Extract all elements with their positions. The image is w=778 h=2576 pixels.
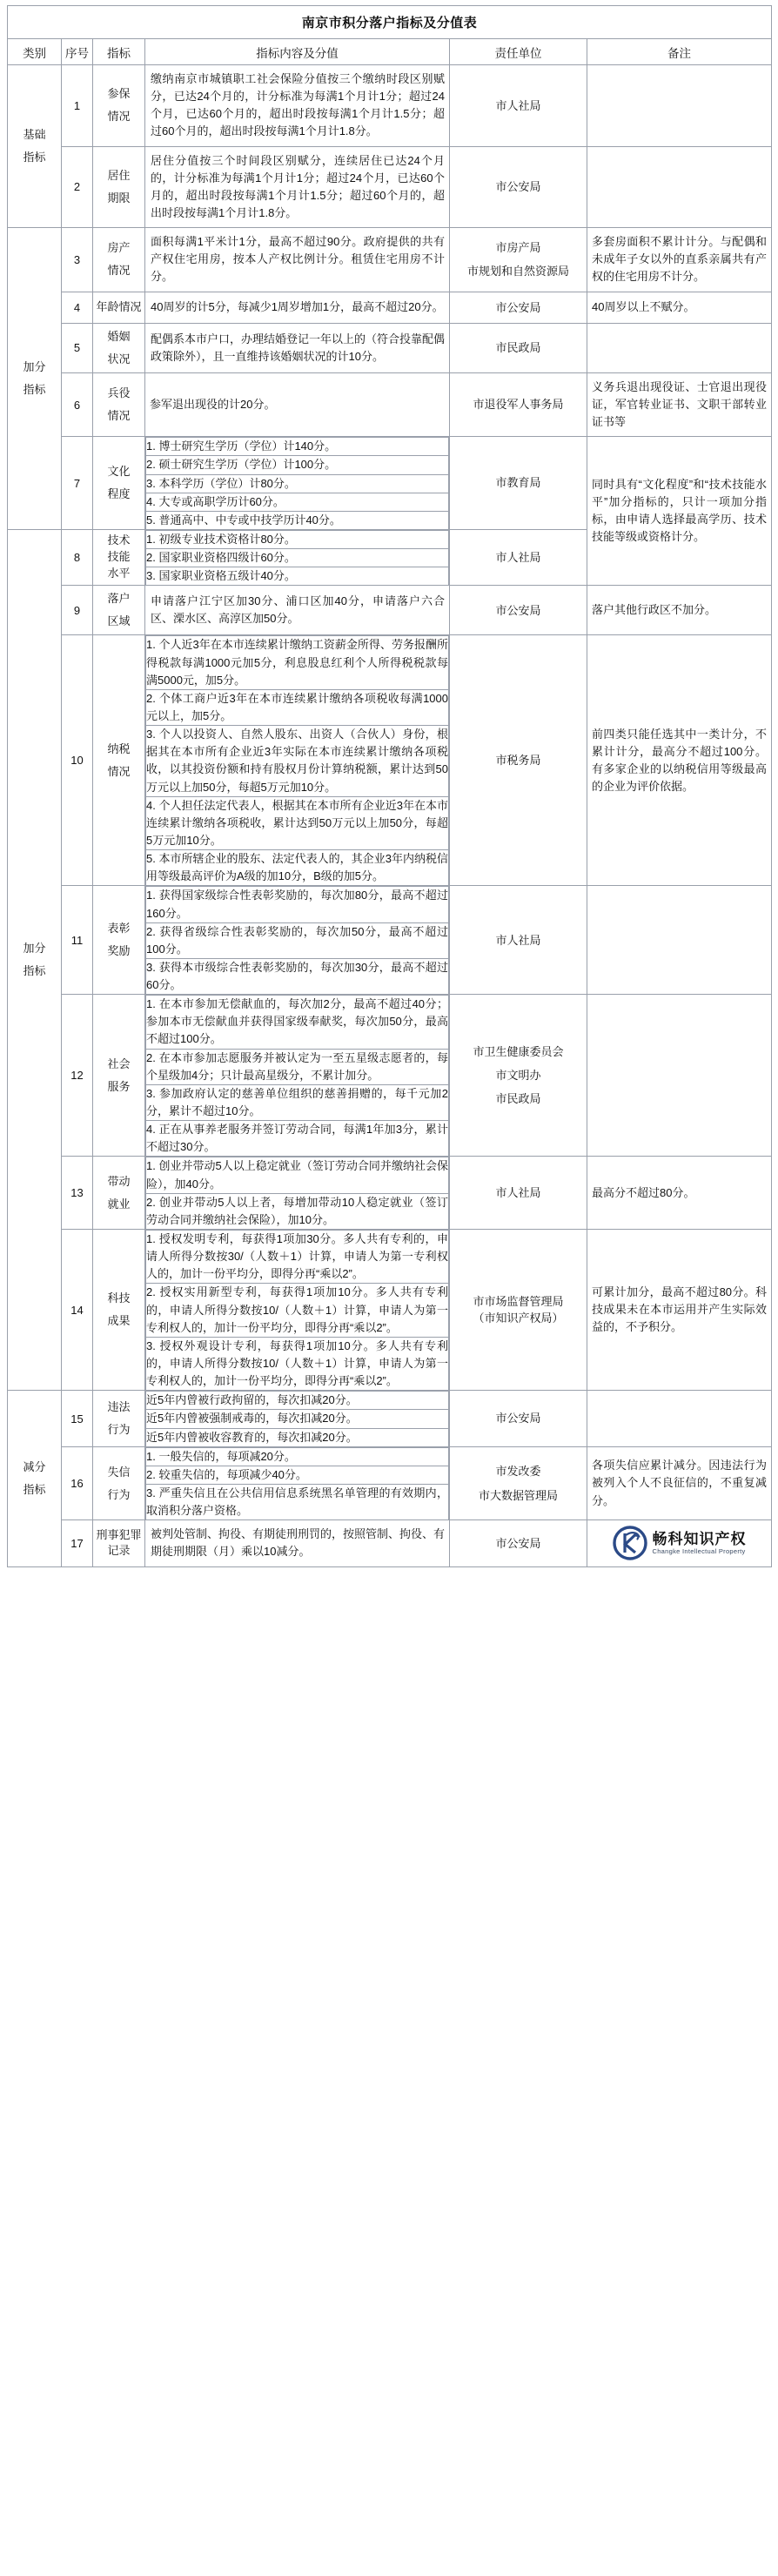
sub-item: 5. 本市所辖企业的股东、法定代表人的，其企业3年内纳税信用等级最高评价为A级的加10分，B级的加5分。 <box>146 850 449 886</box>
row-note <box>587 1391 772 1446</box>
row-org: 市人社局 <box>450 65 587 147</box>
row-org: 市发改委 市大数据管理局 <box>450 1446 587 1520</box>
sub-item: 1. 博士研究生学历（学位）计140分。 <box>146 438 449 456</box>
row-indicator: 失信 行为 <box>93 1446 145 1520</box>
col-header-indicator: 指标 <box>93 39 145 65</box>
table-row <box>8 228 772 292</box>
sub-item: 3. 获得本市级综合性表彰奖励的，每次加30分，最高不超过60分。 <box>146 958 449 994</box>
row-no: 8 <box>62 529 93 585</box>
sub-item: 2. 较重失信的，每项减少40分。 <box>146 1466 449 1484</box>
row-indicator: 文化 程度 <box>93 437 145 530</box>
col-header-no: 序号 <box>62 39 93 65</box>
table-row <box>8 1391 772 1446</box>
row-indicator: 落户 区域 <box>93 586 145 635</box>
row-org: 市房产局 市规划和自然资源局 <box>450 228 587 292</box>
row-content: 面积每满1平米计1分，最高不超过90分。政府提供的共有产权住宅用房，按本人产权比例计分。租赁住宅用房不计分。 <box>145 228 450 292</box>
sub-item-list <box>145 1391 449 1446</box>
table-row <box>8 1157 772 1230</box>
logo-name-cn: 畅科知识产权 <box>652 1530 747 1547</box>
row-no: 1 <box>62 65 93 147</box>
category-label-line1: 减分 <box>23 1459 46 1473</box>
sub-item-list <box>145 1230 449 1390</box>
sub-item: 4. 正在从事养老服务并签订劳动合同，每满1年加3分，累计不超过30分。 <box>146 1121 449 1157</box>
row-org: 市公安局 <box>450 146 587 228</box>
row-indicator: 纳税 情况 <box>93 635 145 886</box>
row-indicator: 表彰 奖励 <box>93 886 145 995</box>
sub-item-list <box>145 886 449 994</box>
sub-item: 2. 在本市参加志愿服务并被认定为一至五星级志愿者的，每个星级加4分；只计最高星级分，不累计加分。 <box>146 1049 449 1084</box>
sub-item: 4. 大专或高职学历计60分。 <box>146 493 449 511</box>
sub-item: 3. 本科学历（学位）计80分。 <box>146 474 449 493</box>
row-indicator: 居住 期限 <box>93 146 145 228</box>
category-bonus-b <box>8 529 62 1390</box>
sub-item: 4. 个人担任法定代表人，根据其在本市所有企业近3年在本市连续累计缴纳各项税收，累计达到50万元以上加50分，每超5万元加10分。 <box>146 796 449 849</box>
sub-item: 3. 个人以投资人、自然人股东、出资人（合伙人）身份，根据其在本市所有企业近3年实际在本市连续累计缴纳各项税收，以其投资份额和持有股权月份计算纳税额，累计达到50万元以上加50分，每超5万元加10分。 <box>146 726 449 797</box>
row-note: 同时具有“文化程度”和“技术技能水平”加分指标的，只计一项加分指标，由申请人选择最高学历、技术技能等级或资格计分。 <box>587 437 772 586</box>
table-row <box>8 1230 772 1391</box>
row-no: 2 <box>62 146 93 228</box>
row-note <box>587 995 772 1157</box>
col-header-content: 指标内容及分值 <box>145 39 450 65</box>
row-no: 5 <box>62 323 93 372</box>
sub-item: 2. 获得省级综合性表彰奖励的，每次加50分，最高不超过100分。 <box>146 922 449 958</box>
row-indicator: 带动 就业 <box>93 1157 145 1230</box>
category-label-line1: 加分 <box>23 360 46 374</box>
row-org: 市公安局 <box>450 292 587 323</box>
sub-item: 1. 授权发明专利，每获得1项加30分。多人共有专利的，申请人所得分数按30/（人数＋1）计算，申请人为第一专利权人的，加计一份平均分，即得分再“乘以2”。 <box>146 1231 449 1284</box>
row-note: 落户其他行政区不加分。 <box>587 586 772 635</box>
row-no: 9 <box>62 586 93 635</box>
sub-item-list <box>145 437 449 529</box>
row-indicator: 房产 情况 <box>93 228 145 292</box>
row-note: 各项失信应累计减分。因违法行为被列入个人不良征信的，不重复减分。 <box>587 1446 772 1520</box>
sub-item-list <box>145 1447 449 1520</box>
row-org: 市税务局 <box>450 635 587 886</box>
logo-name-en: Changke Intellectual Property <box>652 1547 746 1556</box>
row-content: 居住分值按三个时间段区别赋分，连续居住已达24个月的，计分标准为每满1个月计1分；超过24个月，已达60个月的，超出时段按每满1个月计1.5分；超过60个月的，超出时段按每满1个月计1.8分。 <box>145 146 450 228</box>
row-org: 市公安局 <box>450 1520 587 1566</box>
sub-item: 近5年内曾被收容教育的，每次扣减20分。 <box>146 1428 449 1446</box>
row-org: 市公安局 <box>450 1391 587 1446</box>
row-content <box>145 1230 450 1391</box>
row-note <box>587 323 772 372</box>
score-table <box>7 5 772 1567</box>
row-note <box>587 65 772 147</box>
sub-item: 2. 授权实用新型专利，每获得1项加10分。多人共有专利的，申请人所得分数按10/（人数＋1）计算，申请人为第一专利权人的，加计一份平均分，即得分再“乘以2”。 <box>146 1284 449 1337</box>
category-label-line1: 加分 <box>23 942 46 956</box>
sub-item-list <box>145 530 449 585</box>
row-content <box>145 1157 450 1230</box>
row-content <box>145 886 450 995</box>
row-content <box>145 1446 450 1520</box>
table-row <box>8 1520 772 1566</box>
row-no: 3 <box>62 228 93 292</box>
category-label-line2: 指标 <box>23 964 46 978</box>
table-row <box>8 437 772 530</box>
sub-item: 2. 个体工商户近3年在本市连续累计缴纳各项税收每满1000元以上，加5分。 <box>146 689 449 725</box>
row-no: 17 <box>62 1520 93 1566</box>
row-org: 市人社局 <box>450 1157 587 1230</box>
row-note: 最高分不超过80分。 <box>587 1157 772 1230</box>
logo-text <box>653 1532 747 1556</box>
col-header-org: 责任单位 <box>450 39 587 65</box>
row-content <box>145 437 450 530</box>
category-deduction <box>8 1391 62 1566</box>
table-row <box>8 635 772 886</box>
row-org: 市人社局 <box>450 529 587 585</box>
row-content <box>145 1391 450 1446</box>
row-indicator: 技术 技能 水平 <box>93 529 145 585</box>
row-content: 参军退出现役的计20分。 <box>145 372 450 436</box>
row-content <box>145 529 450 585</box>
col-header-note: 备注 <box>587 39 772 65</box>
sub-item: 1. 初级专业技术资格计80分。 <box>146 530 449 548</box>
row-indicator: 刑事犯罪 记录 <box>93 1520 145 1566</box>
row-no: 14 <box>62 1230 93 1391</box>
col-header-category: 类别 <box>8 39 62 65</box>
row-note <box>587 146 772 228</box>
sub-item: 2. 创业并带动5人以上者，每增加带动10人稳定就业（签订劳动合同并缴纳社会保险），加10分。 <box>146 1193 449 1229</box>
row-content: 40周岁的计5分，每减少1周岁增加1分，最高不超过20分。 <box>145 292 450 323</box>
sub-item: 3. 参加政府认定的慈善单位组织的慈善捐赠的，每千元加2分，累计不超过10分。 <box>146 1084 449 1120</box>
category-bonus-a <box>8 228 62 530</box>
table-row <box>8 1446 772 1520</box>
row-content: 被判处管制、拘役、有期徒刑刑罚的，按照管制、拘役、有期徒刑期限（月）乘以10减分。 <box>145 1520 450 1566</box>
category-label-line1: 基础 <box>23 128 46 142</box>
sub-item: 5. 普通高中、中专或中技学历计40分。 <box>146 511 449 529</box>
watermark-logo <box>587 1522 771 1564</box>
row-no: 4 <box>62 292 93 323</box>
row-note: 多套房面积不累计计分。与配偶和未成年子女以外的直系亲属共有产权的住宅用房不计分。 <box>587 228 772 292</box>
sub-item: 2. 国家职业资格四级计60分。 <box>146 549 449 567</box>
table-row <box>8 372 772 436</box>
category-label-line2: 指标 <box>23 151 46 164</box>
sub-item: 1. 个人近3年在本市连续累计缴纳工资薪金所得、劳务报酬所得税款每满1000元加5分，利息股息红利个人所得税税款每满5000元，加5分。 <box>146 636 449 689</box>
row-indicator: 科技 成果 <box>93 1230 145 1391</box>
row-org: 市公安局 <box>450 586 587 635</box>
row-content <box>145 995 450 1157</box>
row-no: 7 <box>62 437 93 530</box>
row-content <box>145 635 450 886</box>
table-row <box>8 65 772 147</box>
sub-item: 3. 严重失信且在公共信用信息系统黑名单管理的有效期内，取消积分落户资格。 <box>146 1485 449 1520</box>
row-no: 11 <box>62 886 93 995</box>
sub-item-list <box>145 1157 449 1229</box>
row-indicator: 社会 服务 <box>93 995 145 1157</box>
sub-item: 近5年内曾被行政拘留的，每次扣减20分。 <box>146 1392 449 1410</box>
row-org: 市教育局 <box>450 437 587 530</box>
row-no: 10 <box>62 635 93 886</box>
table-row <box>8 323 772 372</box>
row-note <box>587 1520 772 1566</box>
table-row <box>8 995 772 1157</box>
table-row <box>8 586 772 635</box>
header-row <box>8 39 772 65</box>
sub-item: 1. 获得国家级综合性表彰奖励的，每次加80分，最高不超过160分。 <box>146 887 449 922</box>
table-row <box>8 292 772 323</box>
category-label-line2: 指标 <box>23 1482 46 1496</box>
changke-logo-icon <box>613 1526 647 1560</box>
row-indicator: 违法 行为 <box>93 1391 145 1446</box>
row-no: 6 <box>62 372 93 436</box>
row-content: 配偶系本市户口，办理结婚登记一年以上的（符合投靠配偶政策除外），且一直维持该婚姻状况的计10分。 <box>145 323 450 372</box>
row-org: 市民政局 <box>450 323 587 372</box>
row-org: 市市场监督管理局 （市知识产权局） <box>450 1230 587 1391</box>
sub-item: 2. 硕士研究生学历（学位）计100分。 <box>146 456 449 474</box>
sub-item: 1. 在本市参加无偿献血的，每次加2分，最高不超过40分；参加本市无偿献血并获得国家级奉献奖，每次加50分，最高不超过100分。 <box>146 996 449 1049</box>
sub-item: 1. 创业并带动5人以上稳定就业（签订劳动合同并缴纳社会保险），加40分。 <box>146 1157 449 1193</box>
row-no: 12 <box>62 995 93 1157</box>
category-basic <box>8 65 62 228</box>
sub-item: 近5年内曾被强制戒毒的，每次扣减20分。 <box>146 1410 449 1428</box>
row-note <box>587 886 772 995</box>
row-note: 40周岁以上不赋分。 <box>587 292 772 323</box>
sub-item: 1. 一般失信的，每项减20分。 <box>146 1447 449 1466</box>
row-org: 市卫生健康委员会 市文明办 市民政局 <box>450 995 587 1157</box>
row-org: 市人社局 <box>450 886 587 995</box>
table-row <box>8 886 772 995</box>
page-title: 南京市积分落户指标及分值表 <box>8 6 772 39</box>
row-note: 可累计加分，最高不超过80分。科技成果未在本市运用并产生实际效益的，不予积分。 <box>587 1230 772 1391</box>
table-row <box>8 146 772 228</box>
row-indicator: 兵役 情况 <box>93 372 145 436</box>
row-note: 义务兵退出现役证、士官退出现役证，军官转业证书、文职干部转业证书等 <box>587 372 772 436</box>
sub-item: 3. 国家职业资格五级计40分。 <box>146 567 449 586</box>
row-content: 缴纳南京市城镇职工社会保险分值按三个缴纳时段区别赋分，已达24个月的，计分标准为每满1个月计1分；超过24个月，已达60个月的，超出时段按每满1个月计1.5分；超过60个月的，超出时段按每满1个月计1.8分。 <box>145 65 450 147</box>
row-indicator: 参保 情况 <box>93 65 145 147</box>
row-indicator: 年龄情况 <box>93 292 145 323</box>
row-no: 15 <box>62 1391 93 1446</box>
sub-item: 3. 授权外观设计专利，每获得1项加10分。多人共有专利的，申请人所得分数按10/（人数＋1）计算，申请人为第一专利权人的，加计一份平均分，即得分再“乘以2”。 <box>146 1337 449 1390</box>
row-note: 前四类只能任选其中一类计分，不累计计分，最高分不超过100分。有多家企业的以纳税信用等级最高的企业为评价依据。 <box>587 635 772 886</box>
row-no: 13 <box>62 1157 93 1230</box>
title-row <box>8 6 772 39</box>
row-org: 市退役军人事务局 <box>450 372 587 436</box>
row-no: 16 <box>62 1446 93 1520</box>
row-indicator: 婚姻 状况 <box>93 323 145 372</box>
sub-item-list <box>145 635 449 885</box>
category-label-line2: 指标 <box>23 383 46 397</box>
sub-item-list <box>145 995 449 1156</box>
row-content: 申请落户江宁区加30分、浦口区加40分，申请落户六合区、溧水区、高淳区加50分。 <box>145 586 450 635</box>
